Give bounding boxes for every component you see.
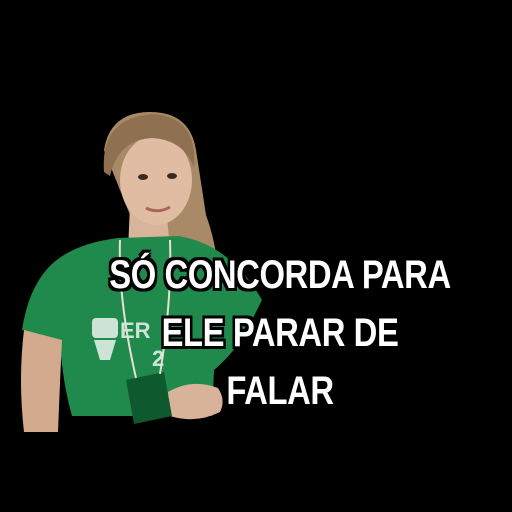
caption-line-3: FALAR bbox=[226, 369, 334, 413]
eye-right bbox=[167, 173, 177, 179]
left-arm bbox=[21, 330, 62, 432]
meme-caption bbox=[100, 246, 461, 420]
eye-left bbox=[138, 174, 148, 180]
caption-line-2: ELE PARAR DE bbox=[161, 311, 399, 355]
svg-text:2: 2 bbox=[152, 346, 165, 371]
svg-text:ER: ER bbox=[120, 318, 151, 343]
caption-line-1: SÓ CONCORDA PARA bbox=[109, 253, 451, 297]
